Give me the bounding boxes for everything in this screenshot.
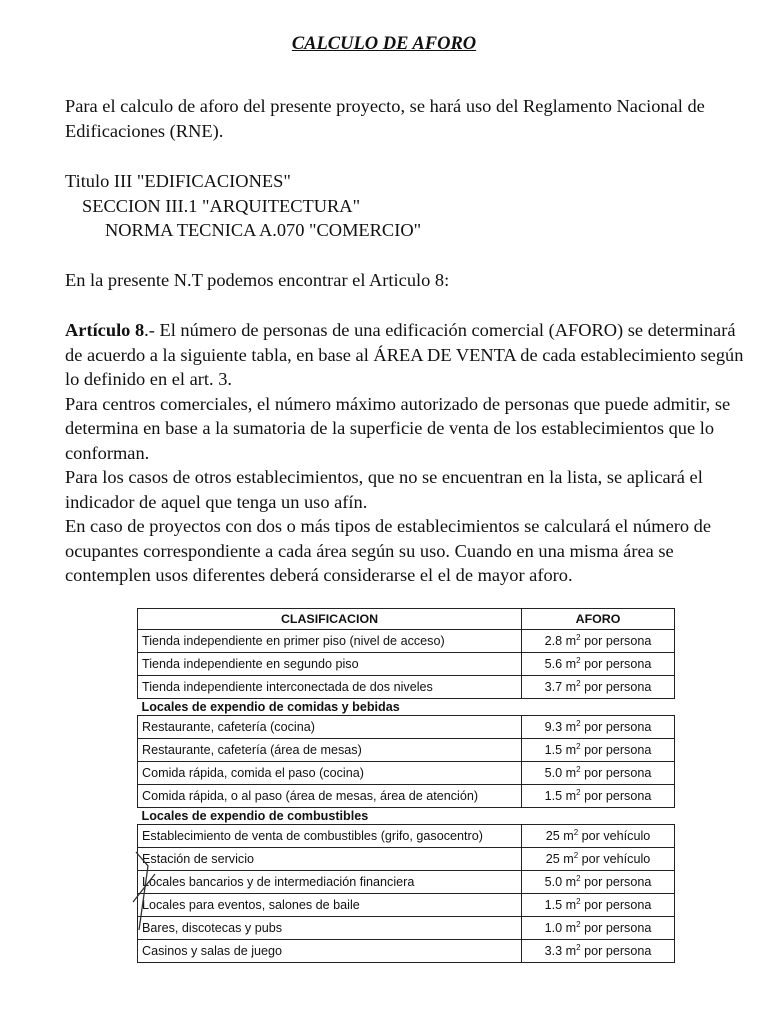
aforo-unit-exponent: 2 bbox=[576, 633, 581, 642]
hierarchy-norm: NORMA TECNICA A.070 "COMERCIO" bbox=[105, 220, 422, 240]
article-paragraph-4: En caso de proyectos con dos o más tipos de establecimientos se calculará el número de ocupantes correspondiente a cada área según su uso. Cuando en una misma área se contemplen usos diferentes deberá considerarse el el de mayor aforo. bbox=[65, 516, 712, 585]
classification-cell: Tienda independiente en primer piso (nivel de acceso) bbox=[138, 630, 522, 653]
aforo-per: por persona bbox=[584, 634, 652, 648]
table-row bbox=[138, 894, 675, 917]
aforo-value: 1.5 bbox=[544, 743, 563, 757]
classification-cell: Tienda independiente interconectada de dos niveles bbox=[138, 676, 522, 699]
aforo-per: por persona bbox=[584, 944, 652, 958]
classification-cell: Establecimiento de venta de combustibles (grifo, gasocentro) bbox=[138, 825, 522, 848]
article-text-1: .- El número de personas de una edificación comercial (AFORO) se determinará de acuerdo a la siguiente tabla, en base al ÁREA DE VENTA de cada establecimiento según lo definido en el art. 3. bbox=[65, 320, 744, 389]
aforo-unit: m bbox=[565, 898, 577, 912]
classification-cell: Restaurante, cafetería (cocina) bbox=[138, 716, 522, 739]
aforo-unit: m bbox=[565, 720, 577, 734]
aforo-per: por vehículo bbox=[581, 829, 651, 843]
norm-hierarchy bbox=[65, 169, 755, 243]
table-row bbox=[138, 785, 675, 808]
aforo-unit: m bbox=[565, 789, 577, 803]
header-classification: CLASIFICACION bbox=[138, 609, 522, 630]
table-row bbox=[138, 676, 675, 699]
aforo-unit: m bbox=[565, 680, 577, 694]
aforo-per: por persona bbox=[584, 766, 652, 780]
aforo-per: por persona bbox=[584, 680, 652, 694]
aforo-value: 3.7 bbox=[544, 680, 563, 694]
group-label: Locales de expendio de comidas y bebidas bbox=[138, 699, 675, 716]
article-paragraph-2: Para centros comerciales, el número máximo autorizado de personas que puede admitir, se determina en base a la sumatoria de la superficie de venta de los establecimientos que lo conforman. bbox=[65, 393, 731, 463]
aforo-unit-exponent: 2 bbox=[576, 897, 581, 906]
aforo-cell bbox=[522, 653, 675, 676]
table-row bbox=[138, 653, 675, 676]
aforo-value: 25 bbox=[545, 829, 560, 843]
article-paragraph-1 bbox=[65, 318, 755, 392]
classification-cell: Comida rápida, comida el paso (cocina) bbox=[138, 762, 522, 785]
aforo-unit-exponent: 2 bbox=[573, 828, 579, 837]
table-row bbox=[138, 762, 675, 785]
aforo-per: por persona bbox=[584, 743, 652, 757]
aforo-unit: m bbox=[565, 657, 577, 671]
classification-cell: Tienda independiente en segundo piso bbox=[138, 653, 522, 676]
aforo-per: por persona bbox=[584, 875, 652, 889]
hierarchy-title: Titulo III "EDIFICACIONES" bbox=[65, 171, 291, 191]
aforo-unit: m bbox=[565, 766, 577, 780]
article-intro-text: En la presente N.T podemos encontrar el Articulo 8: bbox=[65, 270, 450, 290]
aforo-table bbox=[137, 608, 675, 963]
classification-cell: Estación de servicio bbox=[138, 848, 522, 871]
header-capacity: AFORO bbox=[522, 609, 675, 630]
table-row bbox=[138, 940, 675, 963]
aforo-table-container bbox=[137, 608, 674, 963]
article-intro bbox=[65, 268, 755, 293]
aforo-value: 1.5 bbox=[544, 789, 563, 803]
aforo-unit-exponent: 2 bbox=[576, 920, 581, 929]
classification-cell: Bares, discotecas y pubs bbox=[138, 917, 522, 940]
classification-cell: Comida rápida, o al paso (área de mesas, área de atención) bbox=[138, 785, 522, 808]
aforo-unit-exponent: 2 bbox=[573, 851, 579, 860]
aforo-cell bbox=[522, 739, 675, 762]
aforo-unit-exponent: 2 bbox=[576, 719, 581, 728]
intro-text: Para el calculo de aforo del presente proyecto, se hará uso del Reglamento Nacional de Edificaciones (RNE). bbox=[65, 96, 705, 141]
aforo-cell bbox=[522, 848, 675, 871]
table-body bbox=[138, 630, 675, 963]
table-header-row bbox=[138, 609, 675, 630]
aforo-cell bbox=[522, 871, 675, 894]
aforo-unit: m bbox=[563, 852, 574, 866]
classification-cell: Casinos y salas de juego bbox=[138, 940, 522, 963]
table-row bbox=[138, 825, 675, 848]
aforo-unit: m bbox=[565, 944, 577, 958]
aforo-value: 9.3 bbox=[544, 720, 563, 734]
aforo-unit-exponent: 2 bbox=[576, 679, 581, 688]
aforo-cell bbox=[522, 762, 675, 785]
aforo-unit: m bbox=[565, 875, 577, 889]
table-row bbox=[138, 917, 675, 940]
table-row bbox=[138, 871, 675, 894]
group-label: Locales de expendio de combustibles bbox=[138, 808, 675, 825]
table-row bbox=[138, 848, 675, 871]
aforo-value: 1.5 bbox=[544, 898, 563, 912]
table-row bbox=[138, 739, 675, 762]
aforo-value: 1.0 bbox=[544, 921, 563, 935]
aforo-cell bbox=[522, 785, 675, 808]
classification-cell: Restaurante, cafetería (área de mesas) bbox=[138, 739, 522, 762]
aforo-value: 2.8 bbox=[544, 634, 563, 648]
aforo-value: 5.0 bbox=[544, 766, 563, 780]
aforo-unit-exponent: 2 bbox=[576, 742, 581, 751]
table-group-row bbox=[138, 808, 675, 825]
article-heading: Artículo 8 bbox=[65, 320, 145, 340]
aforo-per: por persona bbox=[584, 789, 652, 803]
aforo-cell bbox=[522, 940, 675, 963]
hierarchy-section: SECCION III.1 "ARQUITECTURA" bbox=[82, 195, 361, 216]
aforo-unit-exponent: 2 bbox=[576, 874, 581, 883]
aforo-cell bbox=[522, 716, 675, 739]
aforo-unit: m bbox=[565, 743, 577, 757]
article-8 bbox=[65, 318, 755, 588]
aforo-unit: m bbox=[565, 921, 577, 935]
aforo-value: 5.6 bbox=[544, 657, 563, 671]
aforo-unit-exponent: 2 bbox=[576, 943, 581, 952]
article-paragraph-3: Para los casos de otros establecimientos, que no se encuentran en la lista, se aplicará el indicador de aquel que tenga un uso afín. bbox=[65, 467, 703, 512]
aforo-value: 3.3 bbox=[544, 944, 563, 958]
aforo-per: por persona bbox=[584, 898, 652, 912]
aforo-per: por persona bbox=[584, 657, 652, 671]
aforo-unit-exponent: 2 bbox=[576, 656, 581, 665]
aforo-cell bbox=[522, 917, 675, 940]
aforo-per: por persona bbox=[584, 720, 652, 734]
aforo-cell bbox=[522, 630, 675, 653]
aforo-per: por vehículo bbox=[581, 852, 651, 866]
aforo-unit-exponent: 2 bbox=[576, 765, 581, 774]
document-title: CALCULO DE AFORO bbox=[291, 34, 477, 54]
aforo-unit: m bbox=[565, 634, 577, 648]
aforo-unit: m bbox=[563, 829, 574, 843]
aforo-unit-exponent: 2 bbox=[576, 788, 581, 797]
classification-cell: Locales bancarios y de intermediación financiera bbox=[138, 871, 522, 894]
aforo-per: por persona bbox=[584, 921, 652, 935]
intro-paragraph bbox=[65, 94, 755, 143]
aforo-value: 5.0 bbox=[544, 875, 563, 889]
aforo-cell bbox=[522, 894, 675, 917]
classification-cell: Locales para eventos, salones de baile bbox=[138, 894, 522, 917]
table-row bbox=[138, 630, 675, 653]
table-group-row bbox=[138, 699, 675, 716]
table-row bbox=[138, 716, 675, 739]
aforo-cell bbox=[522, 825, 675, 848]
aforo-cell bbox=[522, 676, 675, 699]
aforo-value: 25 bbox=[545, 852, 560, 866]
